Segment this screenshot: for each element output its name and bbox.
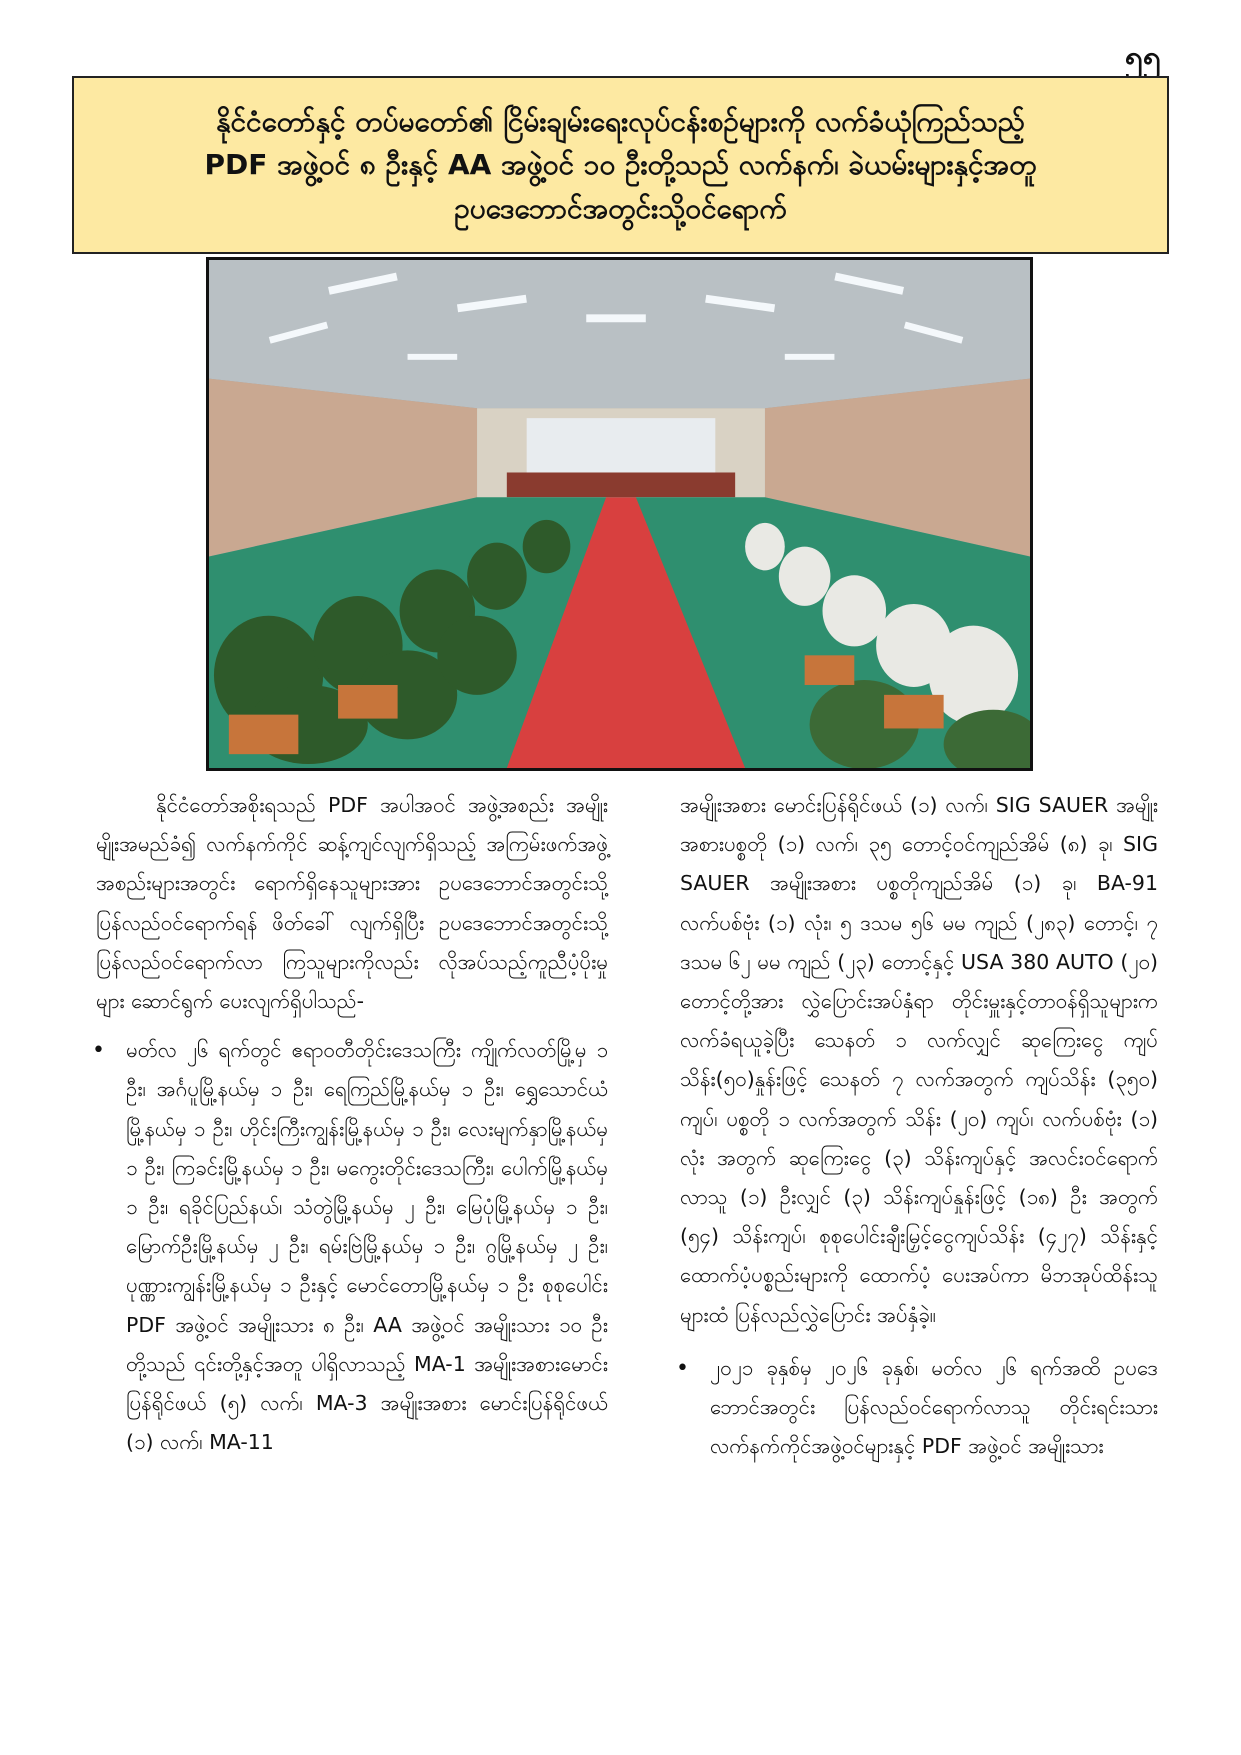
bullet-item-1-text: မတ်လ ၂၆ ရက်တွင် ဧရာဝတီတိုင်းဒေသကြီး ကျိုက်လတ်မြို့မှ ၁ ဦး၊ အင်္ဂပူမြို့နယ်မှ ၁ ဦး၊ ရေကြည်မြို့နယ်မှ ၁ ဦး၊ ရွှေသောင်ယံမြို့နယ်မှ ၁ ဦး၊ ဟိုင်းကြီးကျွန်းမြို့နယ်မှ ၁ ဦး၊ လေးမျက်နှာမြို့နယ်မှ ၁ ဦး၊ ကြခင်းမြို့နယ်မှ ၁ ဦး၊ မကွေးတိုင်းဒေသကြီး၊ ပေါက်မြို့နယ်မှ ၁ ဦး၊ ရခိုင်ပြည်နယ်၊ သံတွဲမြို့နယ်မှ ၂ ဦး၊ မြေပုံမြို့နယ်မှ ၁ ဦး၊ မြောက်ဦးမြို့နယ်မှ ၂ ဦး၊ ရမ်းဗြဲမြို့နယ်မှ ၁ ဦး၊ ဂွမြို့နယ်မှ ၂ ဦး၊ ပုဏ္ဏားကျွန်းမြို့နယ်မှ ၁ ဦးနှင့် မောင်တောမြို့နယ်မှ ၁ ဦး စုစုပေါင်း PDF အဖွဲ့ဝင် အမျိုးသား ၈ ဦး၊ AA အဖွဲ့ဝင် အမျိုးသား ၁၀ ဦးတို့သည် ၎င်းတို့နှင့်အတူ ပါရှိလာသည့် MA-1 အမျိုးအစားမောင်းပြန်ရိုင်ဖယ် (၅) လက်၊ MA-3 အမျိုးအစား မောင်းပြန်ရိုင်ဖယ် (၁) လက်၊ MA-11: [126, 1038, 608, 1455]
continuation-paragraph: အမျိုးအစား မောင်းပြန်ရိုင်ဖယ် (၁) လက်၊ SIG SAUER အမျိုးအစားပစ္စတို (၁) လက်၊ ၃၅ တောင့်ဝင်ကျည်အိမ် (၈) ခု၊ SIG SAUER အမျိုးအစား ပစ္စတိုကျည်အိမ် (၁) ခု၊ BA-91 လက်ပစ်ဗုံး (၁) လုံး၊ ၅ ဒသမ ၅၆ မမ ကျည် (၂၈၃) တောင့်၊ ၇ ဒသမ ၆၂ မမ ကျည် (၂၃) တောင့်နှင့် USA 380 AUTO (၂၀) တောင့်တို့အား လွှဲပြောင်းအပ်နှံရာ တိုင်းမှူးနှင့်တာဝန်ရှိသူများက လက်ခံရယူခဲ့ပြီး သေနတ် ၁ လက်လျှင် ဆုကြေးငွေ ကျပ်သိန်း(၅၀)နှုန်းဖြင့် သေနတ် ၇ လက်အတွက် ကျပ်သိန်း (၃၅၀) ကျပ်၊ ပစ္စတို ၁ လက်အတွက် သိန်း (၂၀) ကျပ်၊ လက်ပစ်ဗုံး (၁) လုံး အတွက် ဆုကြေးငွေ (၃) သိန်းကျပ်နှင့် အလင်းဝင်ရောက် လာသူ (၁) ဦးလျှင် (၃) သိန်းကျပ်နှုန်းဖြင့် (၁၈) ဦး အတွက် (၅၄) သိန်းကျပ်၊ စုစုပေါင်းချီးမြှင့်ငွေကျပ်သိန်း (၄၂၇) သိန်းနှင့် ထောက်ပံ့ပစ္စည်းများကို ထောက်ပံ့ ပေးအပ်ကာ မိဘအုပ်ထိန်းသူများထံ ပြန်လည်လွှဲပြောင်း အပ်နှံခဲ့။: [680, 793, 1158, 1327]
left-column: [92, 786, 608, 1462]
right-column: [676, 786, 1158, 1466]
headline-line-2: PDF အဖွဲ့ဝင် ၈ ဦးနှင့် AA အဖွဲ့ဝင် ၁၀ ဦးတို့သည် လက်နက်၊ ခဲယမ်းများနှင့်အတူ: [204, 148, 1037, 182]
bullet-item-1: [92, 1031, 608, 1462]
headline-box: [72, 76, 1169, 254]
bullet-item-2-text: ၂၀၂၁ ခုနှစ်မှ ၂၀၂၆ ခုနှစ်၊ မတ်လ ၂၆ ရက်အထိ ဥပဒေ ဘောင်အတွင်း ပြန်လည်ဝင်ရောက်လာသူ တိုင်းရင်းသား လက်နက်ကိုင်အဖွဲ့ဝင်များနှင့် PDF အဖွဲ့ဝင် အမျိုးသား: [710, 1355, 1158, 1459]
intro-paragraph: နိုင်ငံတော်အစိုးရသည် PDF အပါအဝင် အဖွဲ့အစည်း အမျိုးမျိုးအမည်ခံ၍ လက်နက်ကိုင် ဆန့်ကျင်လျက်ရှိသည့် အကြမ်းဖက်အဖွဲ့အစည်းများအတွင်း ရောက်ရှိနေသူများအား ဥပဒေဘောင်အတွင်းသို့ ပြန်လည်ဝင်ရောက်ရန် ဖိတ်ခေါ် လျက်ရှိပြီး ဥပဒေဘောင်အတွင်းသို့ ပြန်လည်ဝင်ရောက်လာ ကြသူများကိုလည်း လိုအပ်သည့်ကူညီပံ့ပိုးမှုများ ဆောင်ရွက် ပေးလျက်ရှိပါသည်-: [96, 793, 608, 1014]
event-photo: [206, 257, 1033, 771]
bullet-item-2: [676, 1349, 1158, 1467]
bullet-icon: •: [676, 1355, 689, 1381]
bullet-icon: •: [92, 1038, 105, 1064]
headline-line-3: ဥပဒေဘောင်အတွင်းသို့ဝင်ရောက်: [454, 191, 787, 225]
headline-line-1: နိုင်ငံတော်နှင့် တပ်မတော်၏ ငြိမ်းချမ်းရေးလုပ်ငန်းစဉ်များကို လက်ခံယုံကြည်သည့်: [216, 104, 1025, 138]
page-number: ၅၅: [1125, 38, 1161, 76]
photo-icon: [209, 260, 1030, 768]
